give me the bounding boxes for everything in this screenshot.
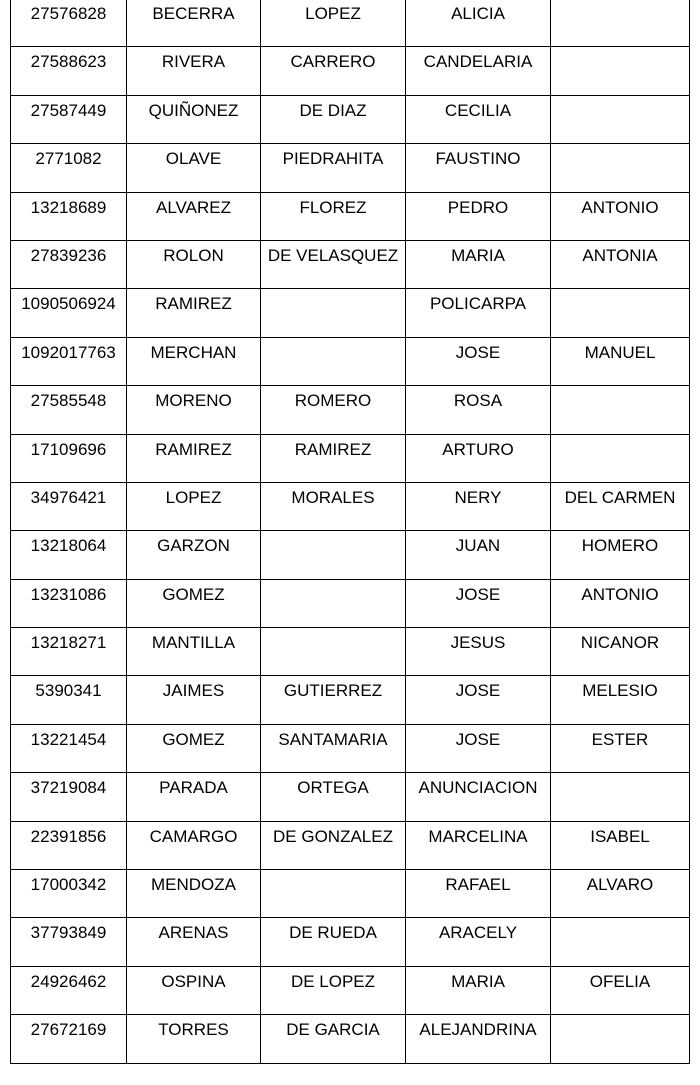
second-name-cell xyxy=(551,47,690,95)
table-row xyxy=(11,337,690,385)
first-name-cell: ARACELY xyxy=(406,918,551,966)
table-row xyxy=(11,676,690,724)
table-row xyxy=(11,144,690,192)
second-name-cell: DEL CARMEN xyxy=(551,482,690,530)
first-surname-cell: BECERRA xyxy=(127,0,261,47)
second-surname-cell: RAMIREZ xyxy=(261,434,406,482)
table-row xyxy=(11,192,690,240)
second-name-cell xyxy=(551,773,690,821)
id-number-cell: 13231086 xyxy=(11,579,127,627)
second-surname-cell: MORALES xyxy=(261,482,406,530)
table-row xyxy=(11,628,690,676)
records-table-body xyxy=(11,0,690,1063)
second-name-cell xyxy=(551,434,690,482)
first-surname-cell: OSPINA xyxy=(127,966,261,1014)
second-name-cell: OFELIA xyxy=(551,966,690,1014)
first-surname-cell: RIVERA xyxy=(127,47,261,95)
first-name-cell: JOSE xyxy=(406,724,551,772)
first-name-cell: MARIA xyxy=(406,240,551,288)
second-name-cell: ESTER xyxy=(551,724,690,772)
second-surname-cell xyxy=(261,628,406,676)
second-name-cell xyxy=(551,918,690,966)
first-surname-cell: GARZON xyxy=(127,531,261,579)
second-name-cell: ISABEL xyxy=(551,821,690,869)
first-surname-cell: ROLON xyxy=(127,240,261,288)
table-row xyxy=(11,579,690,627)
table-row xyxy=(11,1015,690,1063)
id-number-cell: 1092017763 xyxy=(11,337,127,385)
first-surname-cell: ALVAREZ xyxy=(127,192,261,240)
id-number-cell: 27587449 xyxy=(11,95,127,143)
id-number-cell: 13221454 xyxy=(11,724,127,772)
first-name-cell: RAFAEL xyxy=(406,870,551,918)
second-surname-cell: DE GARCIA xyxy=(261,1015,406,1063)
records-table xyxy=(10,0,690,1064)
table-row xyxy=(11,95,690,143)
first-name-cell: ALEJANDRINA xyxy=(406,1015,551,1063)
id-number-cell: 27672169 xyxy=(11,1015,127,1063)
table-row xyxy=(11,724,690,772)
table-row xyxy=(11,870,690,918)
second-surname-cell: ORTEGA xyxy=(261,773,406,821)
table-row xyxy=(11,47,690,95)
first-name-cell: ROSA xyxy=(406,386,551,434)
table-row xyxy=(11,0,690,47)
second-name-cell xyxy=(551,144,690,192)
first-name-cell: JUAN xyxy=(406,531,551,579)
second-surname-cell: GUTIERREZ xyxy=(261,676,406,724)
second-surname-cell: DE VELASQUEZ xyxy=(261,240,406,288)
second-name-cell xyxy=(551,95,690,143)
second-surname-cell xyxy=(261,870,406,918)
second-surname-cell xyxy=(261,531,406,579)
id-number-cell: 13218271 xyxy=(11,628,127,676)
first-name-cell: JOSE xyxy=(406,337,551,385)
first-surname-cell: ARENAS xyxy=(127,918,261,966)
table-row xyxy=(11,773,690,821)
second-surname-cell: DE LOPEZ xyxy=(261,966,406,1014)
first-name-cell: POLICARPA xyxy=(406,289,551,337)
first-surname-cell: TORRES xyxy=(127,1015,261,1063)
first-name-cell: CANDELARIA xyxy=(406,47,551,95)
first-surname-cell: GOMEZ xyxy=(127,579,261,627)
id-number-cell: 34976421 xyxy=(11,482,127,530)
second-name-cell: ALVARO xyxy=(551,870,690,918)
table-row xyxy=(11,918,690,966)
first-name-cell: ANUNCIACION xyxy=(406,773,551,821)
id-number-cell: 37793849 xyxy=(11,918,127,966)
first-surname-cell: MENDOZA xyxy=(127,870,261,918)
second-name-cell: HOMERO xyxy=(551,531,690,579)
second-name-cell xyxy=(551,1015,690,1063)
id-number-cell: 27588623 xyxy=(11,47,127,95)
first-name-cell: CECILIA xyxy=(406,95,551,143)
id-number-cell: 1090506924 xyxy=(11,289,127,337)
table-row xyxy=(11,482,690,530)
table-row xyxy=(11,966,690,1014)
table-row xyxy=(11,240,690,288)
second-surname-cell: SANTAMARIA xyxy=(261,724,406,772)
second-surname-cell xyxy=(261,337,406,385)
second-surname-cell: DE GONZALEZ xyxy=(261,821,406,869)
table-row xyxy=(11,821,690,869)
id-number-cell: 27839236 xyxy=(11,240,127,288)
table-row xyxy=(11,289,690,337)
second-surname-cell: ROMERO xyxy=(261,386,406,434)
id-number-cell: 24926462 xyxy=(11,966,127,1014)
table-row xyxy=(11,386,690,434)
first-surname-cell: MORENO xyxy=(127,386,261,434)
id-number-cell: 17000342 xyxy=(11,870,127,918)
first-name-cell: NERY xyxy=(406,482,551,530)
table-row xyxy=(11,531,690,579)
first-name-cell: ARTURO xyxy=(406,434,551,482)
first-name-cell: FAUSTINO xyxy=(406,144,551,192)
id-number-cell: 13218689 xyxy=(11,192,127,240)
first-surname-cell: GOMEZ xyxy=(127,724,261,772)
first-surname-cell: QUIÑONEZ xyxy=(127,95,261,143)
first-surname-cell: OLAVE xyxy=(127,144,261,192)
second-name-cell: ANTONIO xyxy=(551,579,690,627)
id-number-cell: 37219084 xyxy=(11,773,127,821)
first-name-cell: JOSE xyxy=(406,676,551,724)
first-surname-cell: RAMIREZ xyxy=(127,434,261,482)
second-name-cell: MELESIO xyxy=(551,676,690,724)
first-surname-cell: LOPEZ xyxy=(127,482,261,530)
second-name-cell xyxy=(551,386,690,434)
first-surname-cell: MANTILLA xyxy=(127,628,261,676)
second-name-cell: ANTONIO xyxy=(551,192,690,240)
first-surname-cell: RAMIREZ xyxy=(127,289,261,337)
id-number-cell: 17109696 xyxy=(11,434,127,482)
second-name-cell: MANUEL xyxy=(551,337,690,385)
id-number-cell: 27585548 xyxy=(11,386,127,434)
id-number-cell: 2771082 xyxy=(11,144,127,192)
id-number-cell: 22391856 xyxy=(11,821,127,869)
second-name-cell: NICANOR xyxy=(551,628,690,676)
second-surname-cell xyxy=(261,579,406,627)
second-surname-cell xyxy=(261,289,406,337)
second-surname-cell: LOPEZ xyxy=(261,0,406,47)
first-name-cell: MARCELINA xyxy=(406,821,551,869)
second-name-cell xyxy=(551,0,690,47)
first-name-cell: JOSE xyxy=(406,579,551,627)
first-surname-cell: CAMARGO xyxy=(127,821,261,869)
first-name-cell: ALICIA xyxy=(406,0,551,47)
first-surname-cell: JAIMES xyxy=(127,676,261,724)
second-surname-cell: DE RUEDA xyxy=(261,918,406,966)
table-row xyxy=(11,434,690,482)
second-name-cell: ANTONIA xyxy=(551,240,690,288)
second-surname-cell: FLOREZ xyxy=(261,192,406,240)
second-surname-cell: CARRERO xyxy=(261,47,406,95)
first-name-cell: PEDRO xyxy=(406,192,551,240)
first-name-cell: MARIA xyxy=(406,966,551,1014)
first-surname-cell: PARADA xyxy=(127,773,261,821)
first-surname-cell: MERCHAN xyxy=(127,337,261,385)
second-surname-cell: DE DIAZ xyxy=(261,95,406,143)
first-name-cell: JESUS xyxy=(406,628,551,676)
id-number-cell: 13218064 xyxy=(11,531,127,579)
second-name-cell xyxy=(551,289,690,337)
id-number-cell: 27576828 xyxy=(11,0,127,47)
id-number-cell: 5390341 xyxy=(11,676,127,724)
second-surname-cell: PIEDRAHITA xyxy=(261,144,406,192)
